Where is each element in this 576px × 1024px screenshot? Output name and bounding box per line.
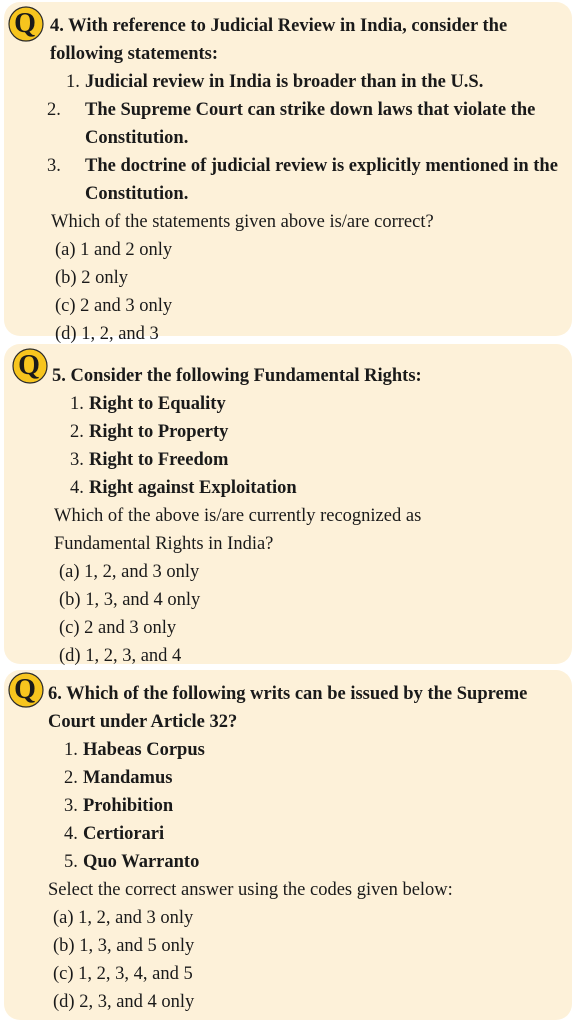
question-title: 6. Which of the following writs can be issued by the Supreme Court under Article 32? [48, 684, 528, 732]
answer-option[interactable]: (c) 1, 2, 3, 4, and 5 [53, 964, 193, 984]
answer-option[interactable]: (c) 2 and 3 only [55, 296, 173, 316]
svg-text:Q: Q [18, 350, 40, 381]
answer-option[interactable]: (d) 2, 3, and 4 only [53, 992, 195, 1012]
q-badge-icon [10, 346, 50, 386]
question-prompt: Select the correct answer using the codes given below: [48, 880, 453, 900]
q-badge-icon [6, 4, 46, 44]
answer-option[interactable]: (a) 1, 2, and 3 only [53, 908, 194, 928]
statement-item: 5. Quo Warranto [64, 852, 200, 872]
statement-item: 2. Mandamus [64, 768, 173, 788]
statement-item: 3. Right to Freedom [70, 450, 229, 470]
answer-option[interactable]: (a) 1 and 2 only [55, 240, 173, 260]
answer-option[interactable]: (d) 1, 2, 3, and 4 [59, 646, 182, 666]
svg-text:Q: Q [14, 674, 36, 705]
question-title: 4. With reference to Judicial Review in India, consider the following statements: [50, 16, 508, 64]
statement-item: 1. Habeas Corpus [64, 740, 205, 760]
answer-option[interactable]: (b) 1, 3, and 4 only [59, 590, 201, 610]
q-badge-icon [6, 670, 46, 710]
statement-item: 3. Prohibition [64, 796, 174, 816]
statement-item: 1. Judicial review in India is broader than in the U.S. [66, 72, 484, 92]
statement-item: 1. Right to Equality [70, 394, 226, 414]
svg-text:Q: Q [14, 8, 36, 39]
question-title: 5. Consider the following Fundamental Rights: [52, 366, 422, 386]
statement-item: 4. Right against Exploitation [70, 478, 297, 498]
answer-option[interactable]: (a) 1, 2, and 3 only [59, 562, 200, 582]
answer-option[interactable]: (d) 1, 2, and 3 [55, 324, 159, 344]
answer-option[interactable]: (b) 1, 3, and 5 only [53, 936, 195, 956]
answer-option[interactable]: (b) 2 only [55, 268, 128, 288]
statement-item: 4. Certiorari [64, 824, 165, 844]
question-prompt: Which of the statements given above is/are correct? [51, 212, 434, 232]
question-prompt: Which of the above is/are currently recognized as [54, 506, 422, 526]
statement-item: 2. The Supreme Court can strike down laws that violate the Constitution. [47, 100, 536, 148]
answer-option[interactable]: (c) 2 and 3 only [59, 618, 177, 638]
statement-item: 2. Right to Property [70, 422, 229, 442]
statement-item: 3. The doctrine of judicial review is explicitly mentioned in the Constitution. [47, 156, 558, 204]
question-prompt: Fundamental Rights in India? [54, 534, 274, 554]
